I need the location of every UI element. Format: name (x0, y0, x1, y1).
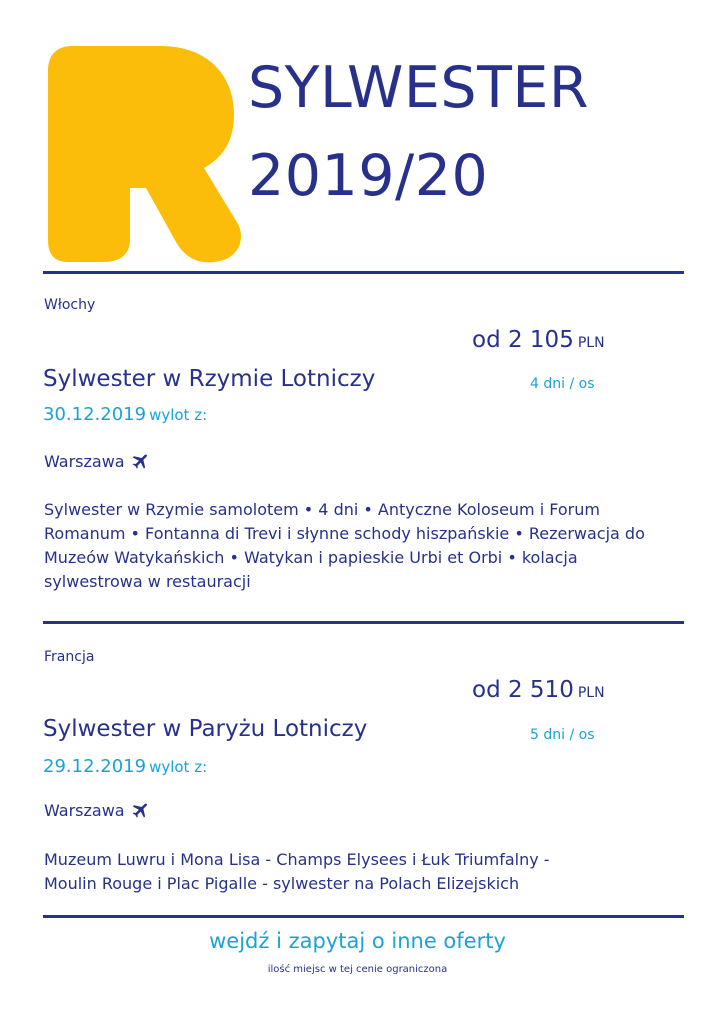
offer-country: Włochy (44, 297, 96, 313)
divider (43, 621, 684, 624)
departure-date: 29.12.2019 (43, 756, 147, 777)
price-currency: PLN (577, 685, 605, 701)
page-title-line2: 2019/20 (248, 143, 489, 209)
offer-description: Sylwester w Rzymie samolotem • 4 dni • Antyczne Koloseum i Forum Romanum • Fontanna di Trevi i słynne schody hiszpańskie • Rezerwacja do Muzeów Watykańskich • Watykan i papieskie Urbi et Orbi • kolacja sylwestrowa w restauracji (44, 500, 645, 591)
offer-city (44, 451, 151, 471)
offer-duration: 4 dni / os (530, 376, 595, 392)
price-value: od 2 105 (472, 327, 574, 353)
offer-city (44, 800, 151, 820)
offer-price (472, 327, 605, 353)
availability-note: ilość miejsc w tej cenie ograniczona (267, 964, 448, 975)
city-name: Warszawa (44, 800, 125, 820)
offer-duration: 5 dni / os (530, 727, 595, 743)
offer-price (472, 677, 605, 703)
offer-title[interactable]: Sylwester w Rzymie Lotniczy (43, 366, 376, 392)
price-value: od 2 510 (472, 677, 574, 703)
price-currency: PLN (577, 335, 605, 351)
departure-date: 30.12.2019 (43, 404, 147, 425)
offer-description: Muzeum Luwru i Mona Lisa - Champs Elysees i Łuk Triumfalny - Moulin Rouge i Plac Pigalle - sylwester na Polach Elizejskich (44, 850, 550, 893)
offer-title[interactable]: Sylwester w Paryżu Lotniczy (43, 716, 368, 742)
airplane-icon (131, 451, 151, 471)
offer-date (43, 404, 207, 425)
departure-label: wylot z: (149, 406, 208, 424)
city-name: Warszawa (44, 451, 125, 471)
airplane-icon (131, 800, 151, 820)
departure-label: wylot z: (149, 758, 208, 776)
divider (43, 271, 684, 274)
offer-country: Francja (44, 649, 95, 665)
divider (43, 915, 684, 918)
offer-date (43, 756, 207, 777)
page-title-line1: SYLWESTER (248, 55, 590, 121)
brand-r-logo (46, 44, 241, 264)
cta-link[interactable]: wejdź i zapytaj o inne oferty (209, 929, 506, 953)
